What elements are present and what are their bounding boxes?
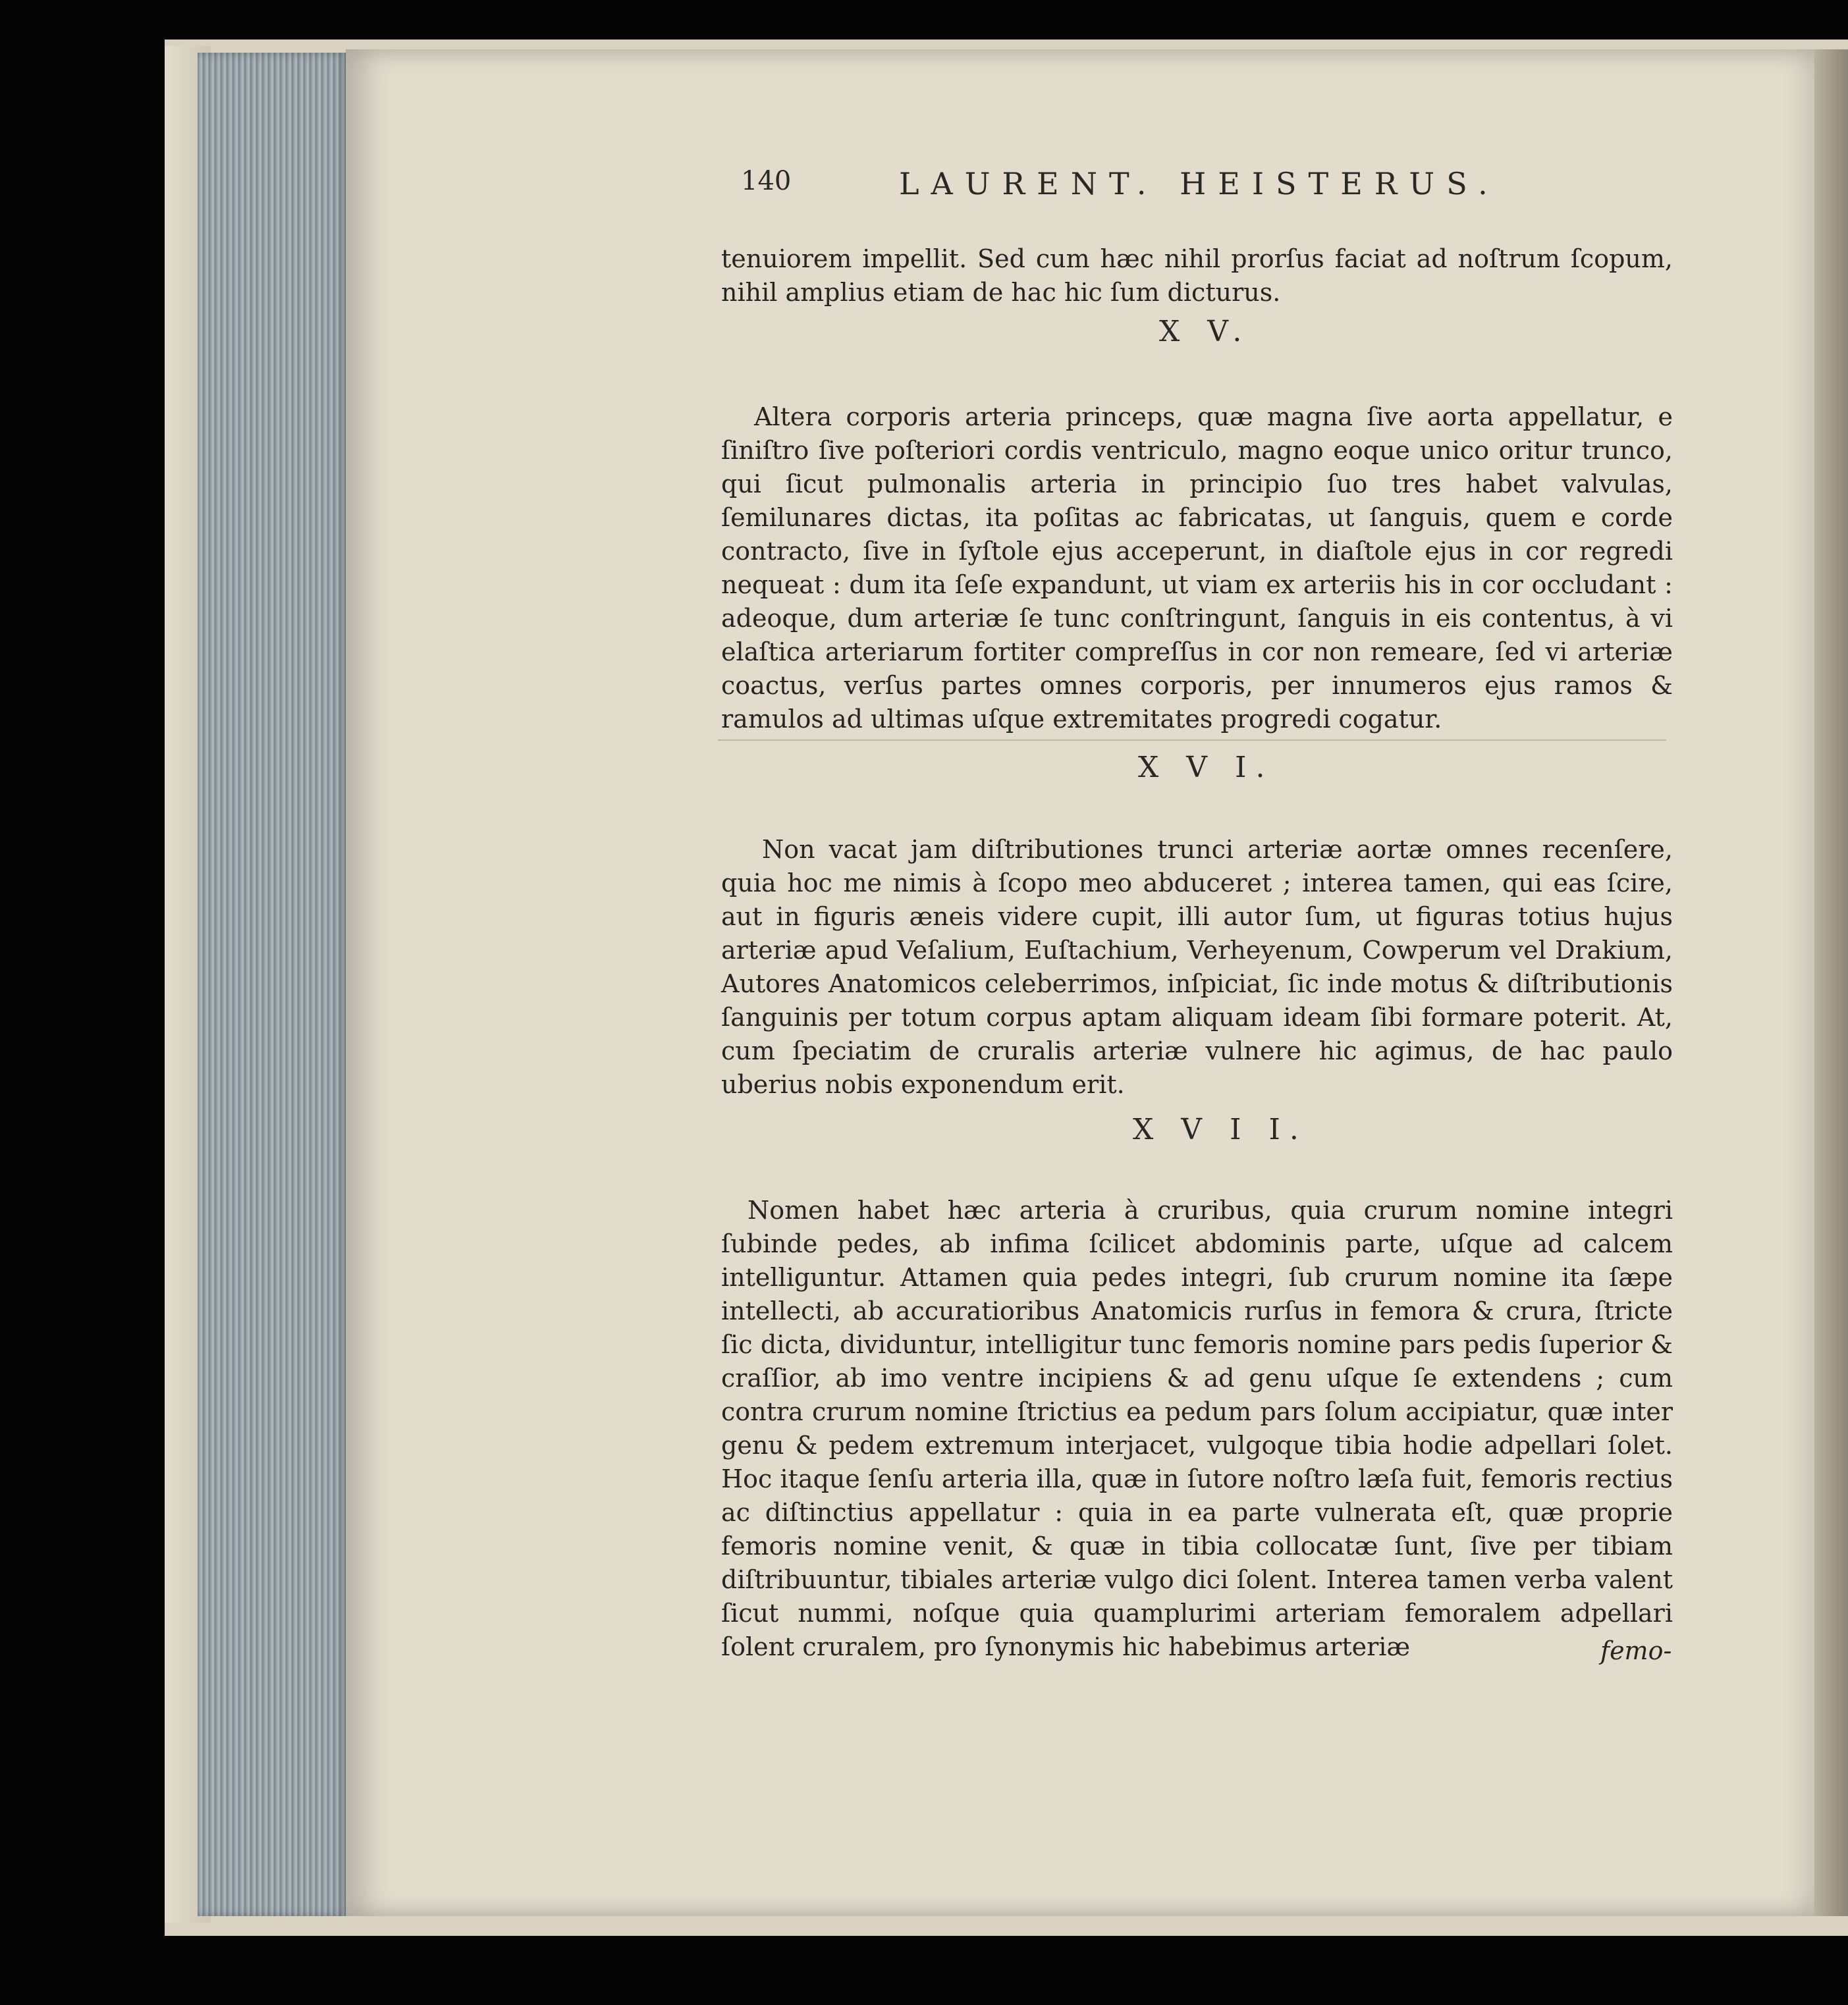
paragraph-xvi: Non vacat jam diſtributiones trunci arteriæ aortæ omnes recenſere, quia hoc me nimis à ſcopo meo abduceret ; interea tamen, qui eas ſcire, aut in figuris æneis videre cupit, illi autor ſum, ut figuras totius hujus arteriæ apud Veſalium, Euſtachium, Verheyenum, Cowperum vel Drakium, Autores Anatomicos celeberrimos, inſpiciat, ſic inde motus & diſtributionis ſanguinis per totum corpus aptam aliquam ideam ſibi formare poterit. At, cum ſpeciatim de cruralis arteriæ vulnere hic agimus, de hac paulo uberius nobis exponendum erit. (721, 835, 1673, 1099)
paragraph-xv: Altera corporis arteria princeps, quæ magna ſive aorta appellatur, e ſiniſtro ſive poſteriori cordis ventriculo, magno eoque unico oritur trunco, qui ſicut pulmonalis arteria in principio ſuo tres habet valvulas, ſemilunares dictas, ita poſitas ac fabricatas, ut ſanguis, quem e corde contracto, ſive in ſyſtole ejus acceperunt, in diaſtole ejus in cor regredi nequeat : dum ita ſeſe expandunt, ut viam ex arteriis his in cor occludant : adeoque, dum arteriæ ſe tunc conſtringunt, ſanguis in eis contentus, à vi elaſtica arteriarum fortiter compreſſus in cor non remeare, ſed vi arteriæ coactus, verſus partes omnes corporis, per innumeros ejus ramos & ramulos ad ultimas uſque extremitates progredi cogatur. (721, 402, 1673, 734)
paragraph-xvii: Nomen habet hæc arteria à cruribus, quia crurum nomine integri ſubinde pedes, ab infima ſcilicet abdominis parte, uſque ad calcem intelliguntur. Attamen quia pedes integri, ſub crurum nomine ita ſæpe intellecti, ab accuratioribus Anatomicis rurſus in femora & crura, ſtricte ſic dicta, dividuntur, intelligitur tunc femoris nomine pars pedis ſuperior & craſſior, ab imo ventre incipiens & ad genu uſque ſe extendens ; cum contra crurum nomine ſtrictius ea pedum pars ſolum accipiatur, quæ inter genu & pedem extremum interjacet, vulgoque tibia hodie adpellari ſolet. Hoc itaque ſenſu arteria illa, quæ in ſutore noſtro læſa fuit, femoris rectius ac diſtinctius appellatur : quia in ea parte vulnerata eſt, quæ proprie femoris nomine venit, & quæ in tibia collocatæ ſunt, ſive per tibiam diſtribuuntur, tibiales arteriæ vulgo dici ſolent. Interea tamen verba valent ſicut nummi, noſque quia quamplurimi arteriam femoralem adpellari ſolent cruralem, pro ſynonymis hic habebimus arteriæ (721, 1196, 1673, 1661)
section-heading-xv: X V. (1159, 315, 1251, 348)
running-head (741, 166, 1676, 205)
catchword: femo- (1600, 1636, 1672, 1665)
paragraph-intro: tenuiorem impellit. Sed cum hæc nihil prorſus faciat ad noſtrum ſcopum, nihil amplius etiam de hac hic ſum dicturus. (721, 244, 1673, 307)
page-edges-fore-edge (198, 53, 349, 1916)
gutter-next-page (1814, 49, 1848, 1916)
running-title: LAURENT. HEISTERUS. (899, 166, 1500, 201)
page-number: 140 (741, 166, 792, 196)
section-heading-xvi: X V I. (1138, 751, 1274, 784)
section-heading-xvii: X V I I. (1133, 1113, 1308, 1146)
section-rule (718, 739, 1666, 741)
